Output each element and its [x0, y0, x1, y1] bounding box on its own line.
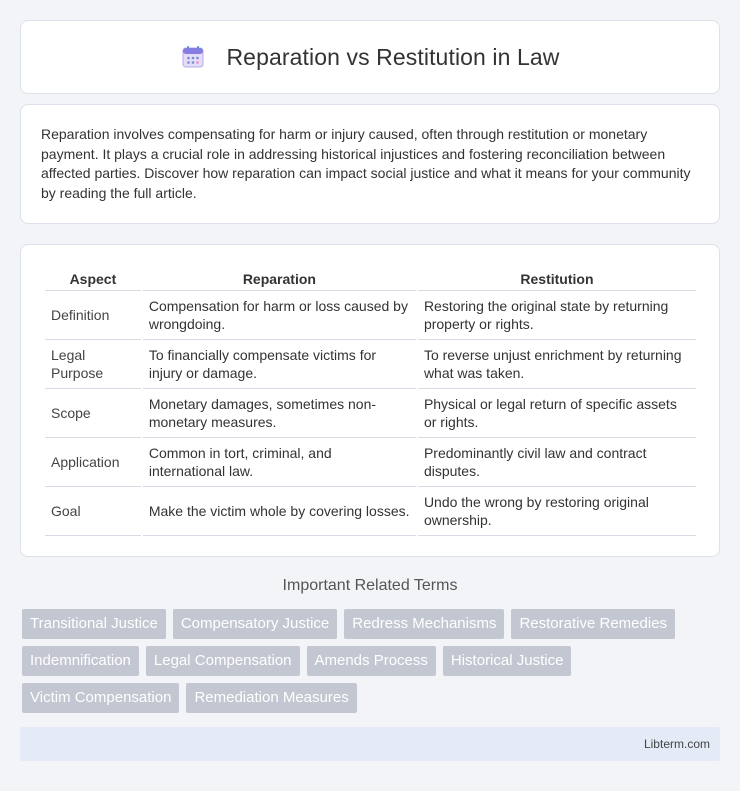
footer — [20, 727, 720, 761]
related-terms-title: Important Related Terms — [282, 577, 458, 594]
related-term-tag[interactable]: Remediation Measures — [186, 683, 356, 713]
comparison-table-card — [20, 244, 720, 557]
aspect-cell: Goal — [45, 487, 141, 536]
page-title: Reparation vs Restitution in Law — [226, 43, 560, 70]
comparison-table — [43, 265, 698, 536]
related-term-tag[interactable]: Victim Compensation — [22, 683, 179, 713]
calendar-icon — [180, 44, 206, 70]
related-terms-list — [22, 609, 722, 713]
restitution-cell: To reverse unjust enrichment by returning what was taken. — [418, 340, 696, 389]
intro-text: Reparation involves compensating for harm or injury caused, often through restitution or monetary payment. It plays a crucial role in addressing historical injustices and fostering reconciliation between affected parties. Discover how reparation can impact social justice and what it means for your community by reading the full article. — [41, 126, 691, 201]
related-term-tag[interactable]: Historical Justice — [443, 646, 572, 676]
aspect-cell: Scope — [45, 389, 141, 438]
related-term-tag[interactable]: Restorative Remedies — [511, 609, 675, 639]
header-card — [20, 20, 720, 94]
table-row — [45, 291, 696, 340]
reparation-cell: Make the victim whole by covering losses. — [143, 487, 416, 536]
table-row — [45, 438, 696, 487]
related-term-tag[interactable]: Indemnification — [22, 646, 139, 676]
header-aspect: Aspect — [45, 265, 141, 291]
related-term-tag[interactable]: Redress Mechanisms — [344, 609, 504, 639]
reparation-cell: Common in tort, criminal, and international law. — [143, 438, 416, 487]
related-term-tag[interactable]: Compensatory Justice — [173, 609, 337, 639]
intro-card — [20, 104, 720, 224]
reparation-cell: Monetary damages, sometimes non-monetary measures. — [143, 389, 416, 438]
reparation-cell: Compensation for harm or loss caused by wrongdoing. — [143, 291, 416, 340]
restitution-cell: Predominantly civil law and contract disputes. — [418, 438, 696, 487]
table-row — [45, 487, 696, 536]
restitution-cell: Restoring the original state by returning property or rights. — [418, 291, 696, 340]
table-row — [45, 389, 696, 438]
footer-site-link[interactable]: Libterm.com — [643, 737, 710, 751]
table-row — [45, 340, 696, 389]
related-term-tag[interactable]: Amends Process — [307, 646, 436, 676]
restitution-cell: Undo the wrong by restoring original ownership. — [418, 487, 696, 536]
table-header-row — [45, 265, 696, 291]
header-reparation: Reparation — [143, 265, 416, 291]
reparation-cell: To financially compensate victims for injury or damage. — [143, 340, 416, 389]
header-restitution: Restitution — [418, 265, 696, 291]
related-term-tag[interactable]: Legal Compensation — [146, 646, 300, 676]
restitution-cell: Physical or legal return of specific assets or rights. — [418, 389, 696, 438]
aspect-cell: Application — [45, 438, 141, 487]
aspect-cell: Legal Purpose — [45, 340, 141, 389]
aspect-cell: Definition — [45, 291, 141, 340]
related-term-tag[interactable]: Transitional Justice — [22, 609, 166, 639]
